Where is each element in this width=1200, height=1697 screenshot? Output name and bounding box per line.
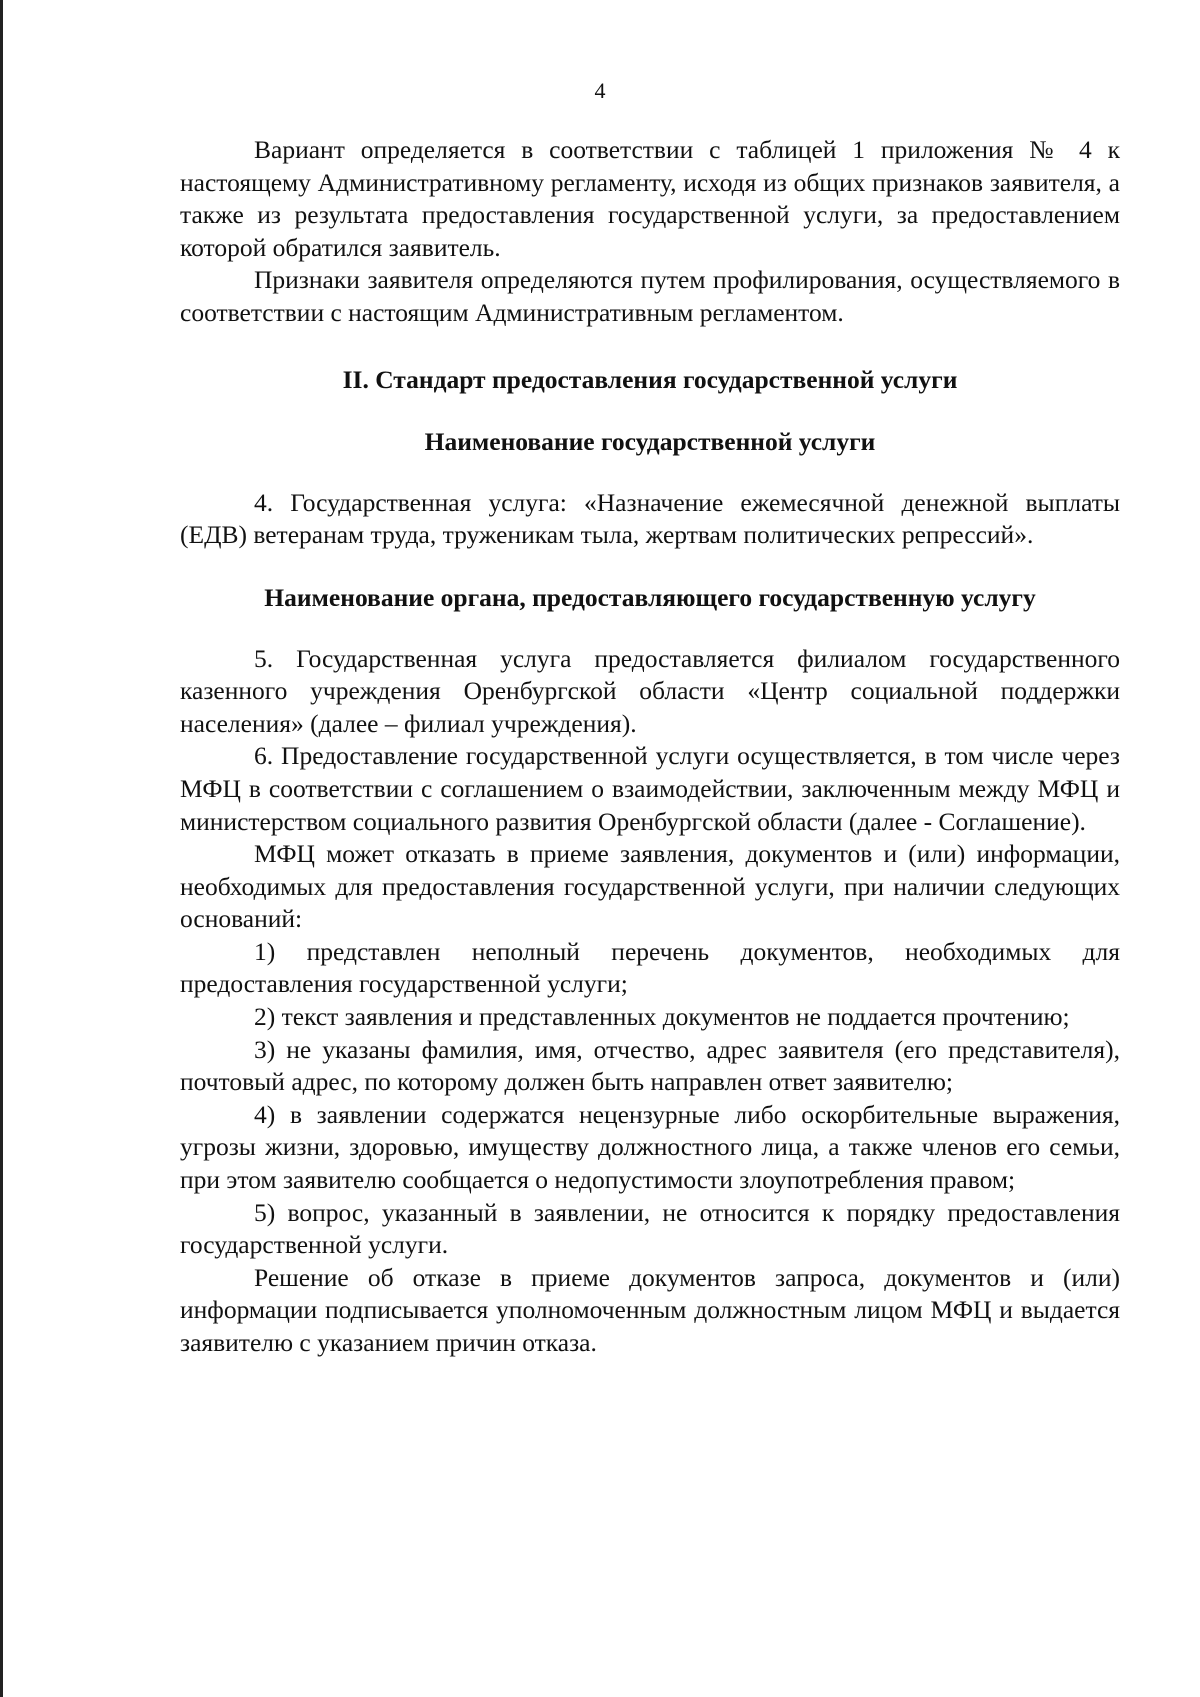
- paragraph-5: 5. Государственная услуга предоставляется филиалом государственного казенного учреждения Оренбургской области «Центр социальной поддержки населения» (далее – филиал учреждения).: [180, 643, 1120, 738]
- heading-service-name: Наименование государственной услуги: [424, 427, 876, 457]
- paragraph-mfc-refusal: МФЦ может отказать в приеме заявления, документов и (или) информации, необходимых для предоставления государственной услуги, при наличии следующих оснований:: [180, 839, 1120, 934]
- page-number: 4: [594, 78, 606, 103]
- paragraph-refusal-decision: Решение об отказе в приеме документов запроса, документов и (или) информации подписывается уполномоченным должностным лицом МФЦ и выдается заявителю с указанием причин отказа.: [180, 1262, 1120, 1357]
- list-item-3: 3) не указаны фамилия, имя, отчество, адрес заявителя (его представителя), почтовый адрес, по которому должен быть направлен ответ заявителю;: [180, 1034, 1120, 1097]
- list-item-2: 2) текст заявления и представленных документов не поддается прочтению;: [254, 1002, 1070, 1032]
- paragraph-6: 6. Предоставление государственной услуги осуществляется, в том числе через МФЦ в соответствии с соглашением о взаимодействии, заключенным между МФЦ и министерством социального развития Оренбургской области (далее - Соглашение).: [180, 741, 1120, 836]
- document-body: [180, 134, 1120, 1360]
- list-item-4: 4) в заявлении содержатся нецензурные либо оскорбительные выражения, угрозы жизни, здоровью, имуществу должностного лица, а также членов его семьи, при этом заявителю сообщается о недопустимости злоупотребления правом;: [180, 1099, 1120, 1195]
- paragraph-4: 4. Государственная услуга: «Назначение ежемесячной денежной выплаты (ЕДВ) ветеранам труда, труженикам тыла, жертвам политических репрессий».: [180, 487, 1120, 550]
- list-item-1: 1) представлен неполный перечень документов, необходимых для предоставления государственной услуги;: [180, 936, 1120, 999]
- paragraph-variant: Вариант определяется в соответствии с таблицей 1 приложения № 4 к настоящему Административному регламенту, исходя из общих признаков заявителя, а также из результата предоставления государственной услуги, за предоставлением которой обратился заявитель.: [180, 135, 1120, 262]
- list-item-5: 5) вопрос, указанный в заявлении, не относится к порядку предоставления государственной услуги.: [180, 1197, 1120, 1260]
- heading-authority: Наименование органа, предоставляющего государственную услугу: [264, 582, 1036, 612]
- paragraph-applicant-features: Признаки заявителя определяются путем профилирования, осуществляемого в соответствии с настоящим Административным регламентом.: [180, 265, 1120, 327]
- scan-left-edge: [0, 0, 3, 1697]
- section-title: II. Стандарт предоставления государственной услуги: [342, 364, 958, 394]
